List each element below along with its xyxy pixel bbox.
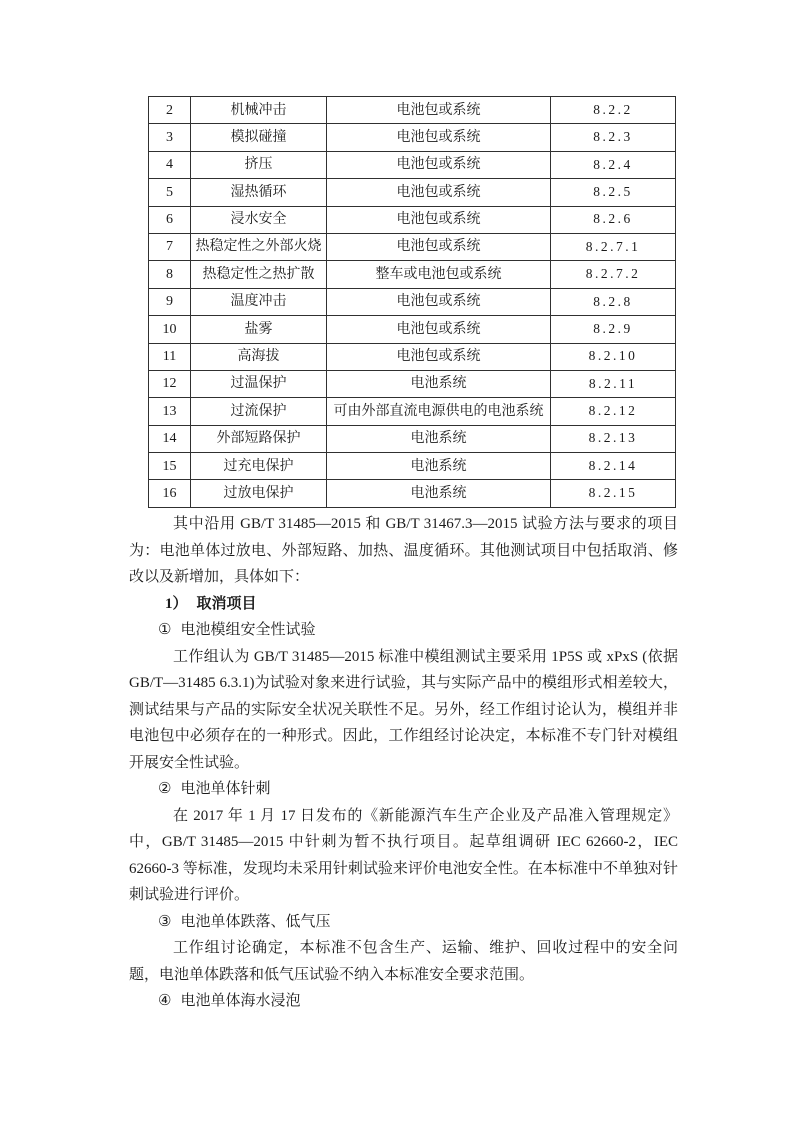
table-row <box>149 343 676 370</box>
list-item-title: 电池模组安全性试验 <box>180 622 316 638</box>
table-row <box>149 316 676 343</box>
list-item-3 <box>158 909 678 936</box>
cell-clause-reference: 8.2.7.1 <box>551 233 676 260</box>
cell-row-number: 16 <box>149 480 191 507</box>
cell-clause-reference: 8.2.7.2 <box>551 261 676 288</box>
cell-clause-reference: 8.2.5 <box>551 179 676 206</box>
cell-test-object: 可由外部直流电源供电的电池系统 <box>327 398 551 425</box>
cell-test-object: 整车或电池包或系统 <box>327 261 551 288</box>
cell-test-item: 浸水安全 <box>191 206 327 233</box>
table-row <box>149 480 676 507</box>
list-item-marker: ④ <box>158 993 172 1009</box>
cell-clause-reference: 8.2.8 <box>551 288 676 315</box>
cell-test-object: 电池系统 <box>327 370 551 397</box>
cell-test-item: 盐雾 <box>191 316 327 343</box>
list-item-title: 电池单体针刺 <box>180 781 271 797</box>
cell-clause-reference: 8.2.6 <box>551 206 676 233</box>
body-text <box>129 511 678 1015</box>
table-row <box>149 124 676 151</box>
cell-row-number: 5 <box>149 179 191 206</box>
cell-test-object: 电池包或系统 <box>327 97 551 124</box>
cell-test-object: 电池系统 <box>327 480 551 507</box>
list-item-3-paragraph: 工作组讨论确定，本标准不包含生产、运输、维护、回收过程中的安全问题，电池单体跌落和低气压试验不纳入本标准安全要求范围。 <box>129 940 678 983</box>
list-item-2-paragraph: 在 2017 年 1 月 17 日发布的《新能源汽车生产企业及产品准入管理规定》中，GB/T 31485—2015 中针刺为暂不执行项目。起草组调研 IEC 62660-2，IEC 62660-3 等标准，发现均未采用针刺试验来评价电池安全性。在本标准中不单独对针刺试验进行评价。 <box>129 807 678 903</box>
cell-clause-reference: 8.2.9 <box>551 316 676 343</box>
table-row <box>149 97 676 124</box>
intro-paragraph: 其中沿用 GB/T 31485—2015 和 GB/T 31467.3—2015 试验方法与要求的项目为：电池单体过放电、外部短路、加热、温度循环。其他测试项目中包括取消、修改以及新增加，具体如下： <box>129 516 678 585</box>
table-row <box>149 233 676 260</box>
list-item-marker: ② <box>158 781 172 797</box>
table-row <box>149 398 676 425</box>
cell-row-number: 8 <box>149 261 191 288</box>
cell-test-item: 机械冲击 <box>191 97 327 124</box>
cell-test-item: 过流保护 <box>191 398 327 425</box>
cell-test-object: 电池包或系统 <box>327 151 551 178</box>
cell-test-object: 电池包或系统 <box>327 316 551 343</box>
list-item-2 <box>158 776 678 803</box>
cell-clause-reference: 8.2.14 <box>551 453 676 480</box>
cell-test-object: 电池包或系统 <box>327 288 551 315</box>
cell-row-number: 14 <box>149 425 191 452</box>
table-row <box>149 151 676 178</box>
cell-row-number: 11 <box>149 343 191 370</box>
cell-row-number: 13 <box>149 398 191 425</box>
cell-clause-reference: 8.2.2 <box>551 97 676 124</box>
cell-row-number: 4 <box>149 151 191 178</box>
cell-row-number: 9 <box>149 288 191 315</box>
cell-test-object: 电池系统 <box>327 425 551 452</box>
cell-row-number: 10 <box>149 316 191 343</box>
table-row <box>149 425 676 452</box>
cell-clause-reference: 8.2.10 <box>551 343 676 370</box>
list-item-marker: ③ <box>158 913 172 930</box>
list-item-title: 电池单体跌落、低气压 <box>180 913 331 930</box>
cell-clause-reference: 8.2.13 <box>551 425 676 452</box>
cell-test-object: 电池包或系统 <box>327 179 551 206</box>
table-row <box>149 179 676 206</box>
cell-row-number: 7 <box>149 233 191 260</box>
section-title: 取消项目 <box>196 595 257 612</box>
cell-test-object: 电池系统 <box>327 453 551 480</box>
cell-row-number: 15 <box>149 453 191 480</box>
cell-clause-reference: 8.2.12 <box>551 398 676 425</box>
cell-test-item: 过放电保护 <box>191 480 327 507</box>
cell-test-item: 外部短路保护 <box>191 425 327 452</box>
cell-clause-reference: 8.2.3 <box>551 124 676 151</box>
cell-row-number: 2 <box>149 97 191 124</box>
cell-test-object: 电池包或系统 <box>327 343 551 370</box>
section-number: 1） <box>165 595 188 612</box>
cell-test-object: 电池包或系统 <box>327 233 551 260</box>
cell-clause-reference: 8.2.11 <box>551 370 676 397</box>
cell-test-item: 过温保护 <box>191 370 327 397</box>
table-row <box>149 370 676 397</box>
cell-test-item: 高海拔 <box>191 343 327 370</box>
list-item-1 <box>158 617 678 644</box>
list-item-1-paragraph: 工作组认为 GB/T 31485—2015 标准中模组测试主要采用 1P5S 或 xPxS (依据 GB/T—31485 6.3.1)为试验对象来进行试验，其与实际产品中的模组形式相差较大，测试结果与产品的实际安全状况关联性不足。另外，经工作组讨论认为，模组并非电池包中必须存在的一种形式。因此，工作组经讨论决定，本标准不专门针对模组开展安全性试验。 <box>129 648 678 771</box>
list-item-4 <box>158 988 678 1015</box>
cell-test-item: 模拟碰撞 <box>191 124 327 151</box>
list-item-title: 电池单体海水浸泡 <box>180 993 301 1009</box>
cell-test-item: 温度冲击 <box>191 288 327 315</box>
table-row <box>149 206 676 233</box>
cell-test-item: 湿热循环 <box>191 179 327 206</box>
cell-test-item: 挤压 <box>191 151 327 178</box>
cell-clause-reference: 8.2.4 <box>551 151 676 178</box>
cell-test-item: 热稳定性之外部火烧 <box>191 233 327 260</box>
cell-test-object: 电池包或系统 <box>327 206 551 233</box>
cell-row-number: 6 <box>149 206 191 233</box>
cell-clause-reference: 8.2.15 <box>551 480 676 507</box>
test-items-table <box>148 96 676 508</box>
cell-row-number: 12 <box>149 370 191 397</box>
table-row <box>149 453 676 480</box>
table-row <box>149 288 676 315</box>
section-heading-cancelled-items <box>165 591 678 618</box>
cell-row-number: 3 <box>149 124 191 151</box>
test-items-table-body <box>149 97 676 508</box>
cell-test-item: 过充电保护 <box>191 453 327 480</box>
cell-test-item: 热稳定性之热扩散 <box>191 261 327 288</box>
list-item-marker: ① <box>158 622 172 638</box>
table-row <box>149 261 676 288</box>
cell-test-object: 电池包或系统 <box>327 124 551 151</box>
